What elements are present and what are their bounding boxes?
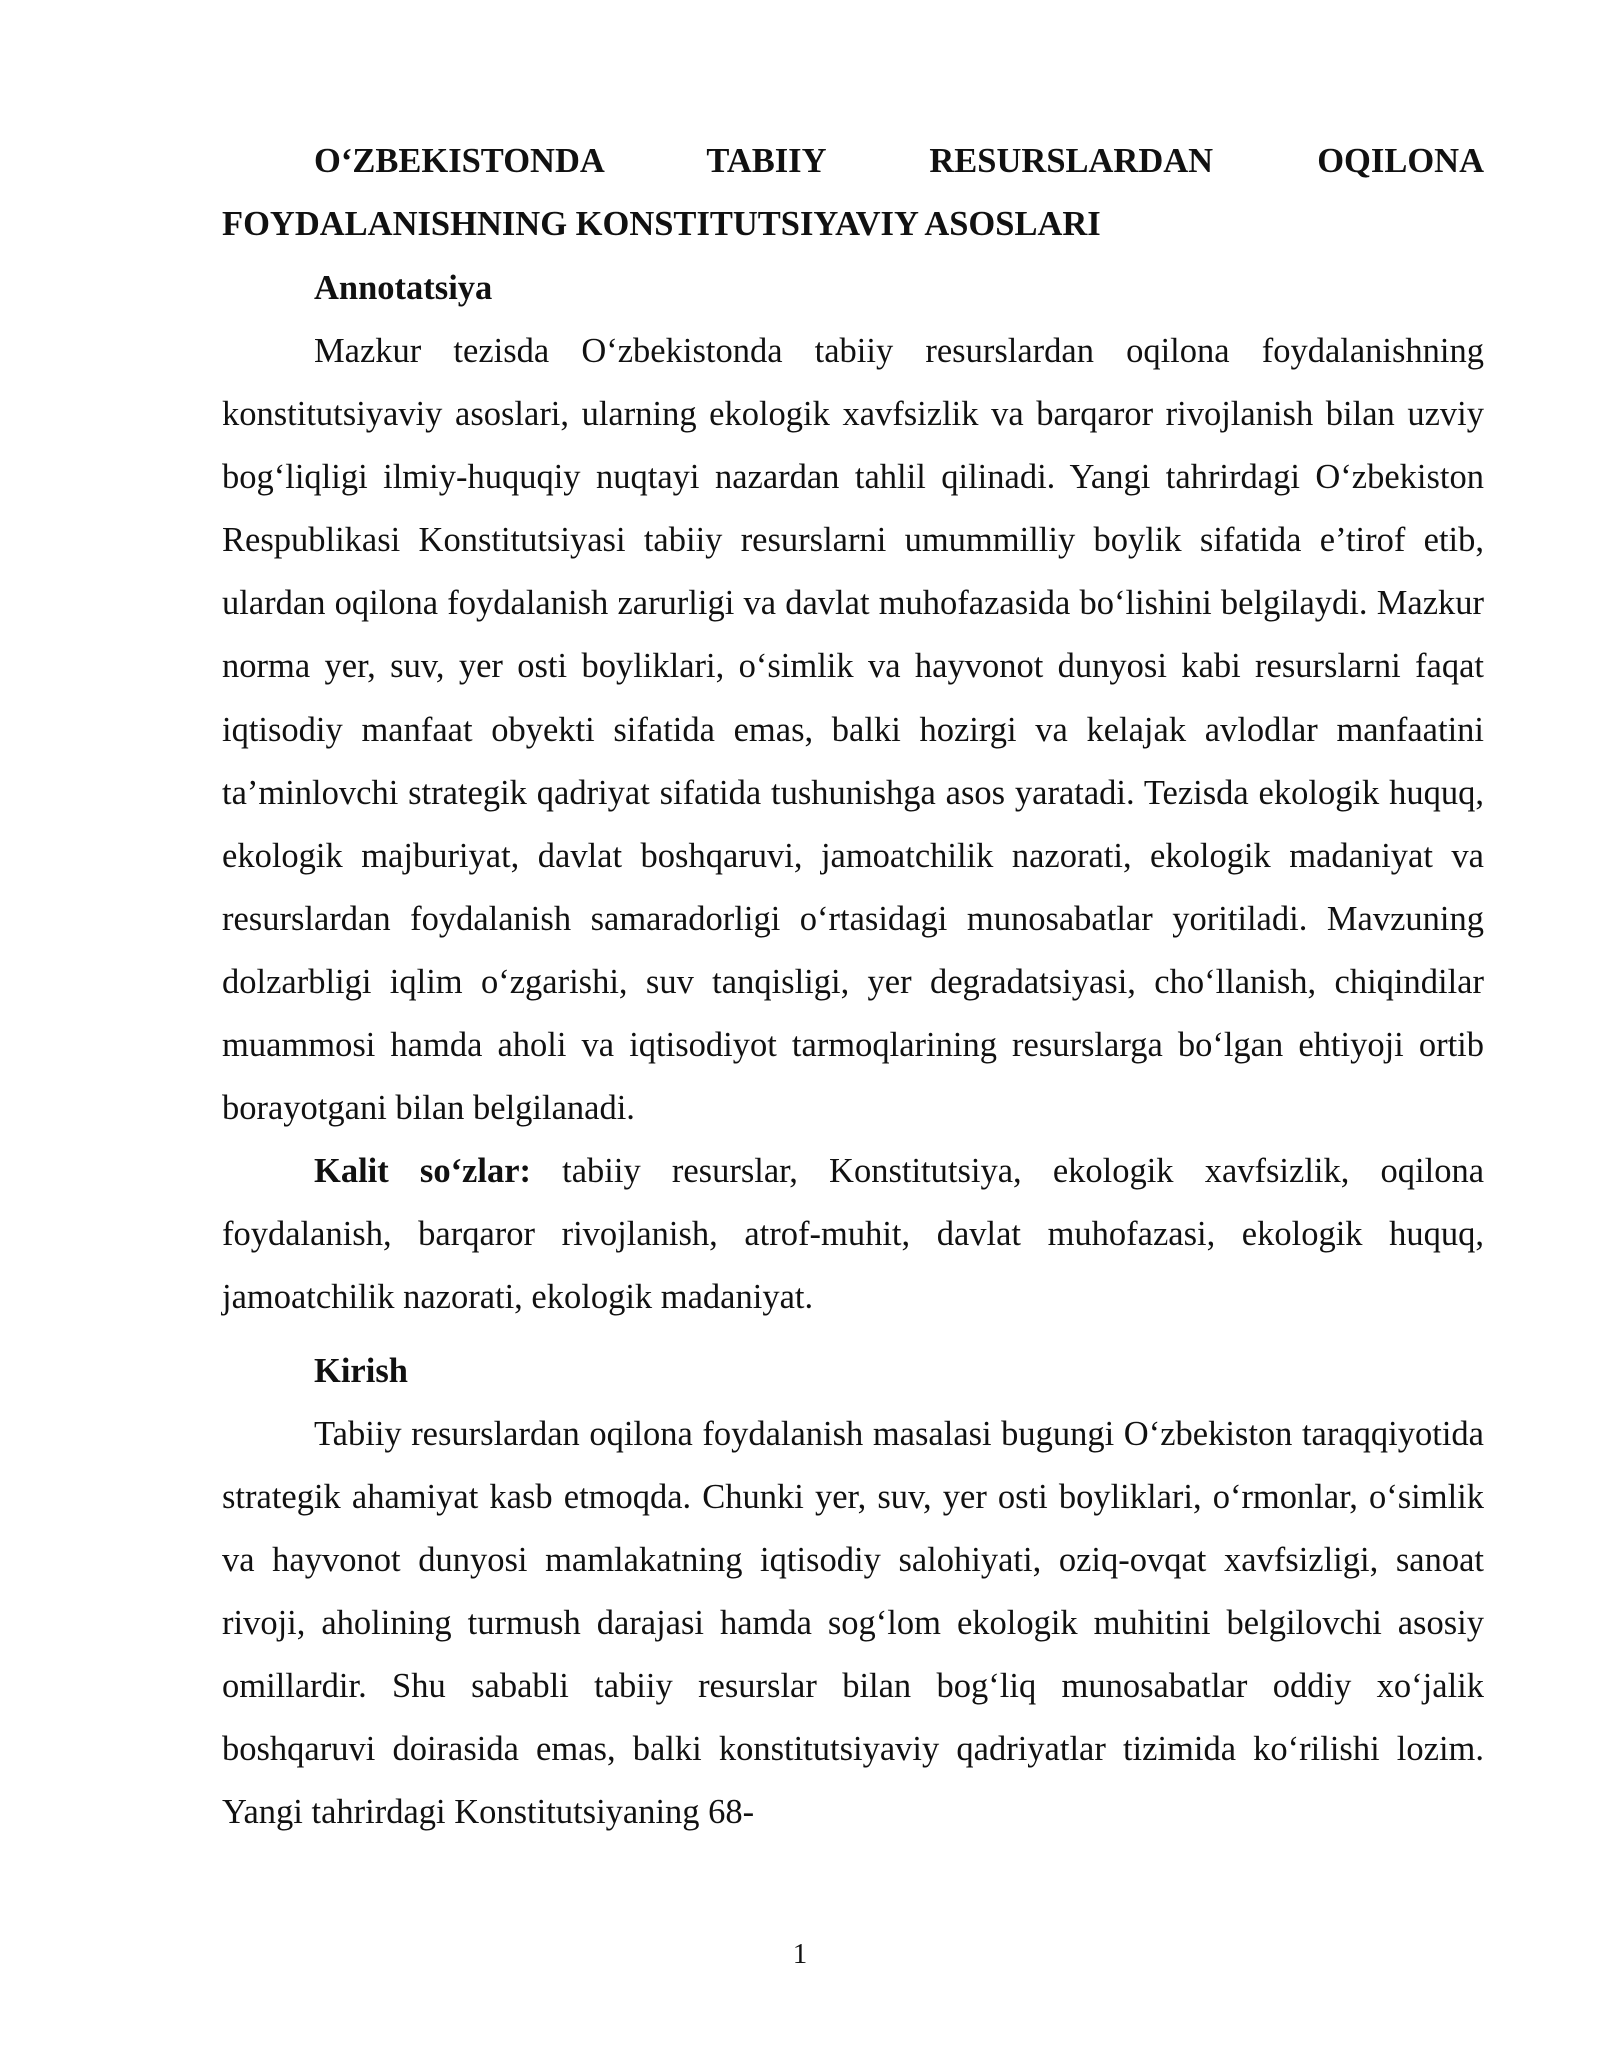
- intro-heading: Kirish: [314, 1351, 408, 1390]
- annotation-paragraph: Mazkur tezisda O‘zbekistonda tabiiy resurslardan oqilona foydalanishning konstitutsiyaviy asoslari, ularning ekologik xavfsizlik va barqaror rivojlanish bilan uzviy bog‘liqligi ilmiy-huquqiy nuqtayi nazardan tahlil qilinadi. Yangi tahrirdagi O‘zbekiston Respublikasi Konstitutsiyasi tabiiy resurslarni umummilliy boylik sifatida e’tirof etib, ulardan oqilona foydalanish zarurligi va davlat muhofazasida bo‘lishini belgilaydi. Mazkur norma yer, suv, yer osti boyliklari, o‘simlik va hayvonot dunyosi kabi resurslarni faqat iqtisodiy manfaat obyekti sifatida emas, balki hozirgi va kelajak avlodlar manfaatini ta’minlovchi strategik qadriyat sifatida tushunishga asos yaratadi. Tezisda ekologik huquq, ekologik majburiyat, davlat boshqaruvi, jamoatchilik nazorati, ekologik madaniyat va resurslardan foydalanish samaradorligi o‘rtasidagi munosabatlar yoritiladi. Mavzuning dolzarbligi iqlim o‘zgarishi, suv tanqisligi, yer degradatsiyasi, cho‘llanish, chiqindilar muammosi hamda aholi va iqtisodiyot tarmoqlarining resurslarga bo‘lgan ehtiyoji ortib borayotgani bilan belgilanadi.: [222, 332, 1484, 1128]
- page-number: 1: [792, 1938, 808, 1970]
- annotation-heading: Annotatsiya: [314, 269, 493, 307]
- keywords-label: Kalit so‘zlar:: [314, 1152, 532, 1191]
- keywords-text: tabiiy resurslar, Konstitutsiya, ekologik xavfsizlik, oqilona foydalanish, barqaror rivojlanish, atrof-muhit, davlat muhofazasi, ekologik huquq, jamoatchilik nazorati, ekologik madaniyat.: [222, 1152, 1485, 1317]
- keywords-paragraph: [222, 1140, 1484, 1329]
- title-line-1: O‘ZBEKISTONDA TABIIY RESURSLARDAN OQILONA: [314, 142, 1484, 180]
- title-line-2: FOYDALANISHNING KONSTITUTSIYAVIY ASOSLARI: [222, 205, 1101, 243]
- document-title: [222, 130, 1484, 256]
- intro-paragraph: Tabiiy resurslardan oqilona foydalanish masalasi bugungi O‘zbekiston taraqqiyotida strategik ahamiyat kasb etmoqda. Chunki yer, suv, yer osti boyliklari, o‘rmonlar, o‘simlik va hayvonot dunyosi mamlakatning iqtisodiy salohiyati, oziq-ovqat xavfsizligi, sanoat rivoji, aholining turmush darajasi hamda sog‘lom ekologik muhitini belgilovchi asosiy omillardir. Shu sababli tabiiy resurslar bilan bog‘liq munosabatlar oddiy xo‘jalik boshqaruvi doirasida emas, balki konstitutsiyaviy qadriyatlar tizimida ko‘rilishi lozim. Yangi tahrirdagi Konstitutsiyaning 68-: [222, 1414, 1484, 1832]
- document-page: [222, 130, 1484, 1844]
